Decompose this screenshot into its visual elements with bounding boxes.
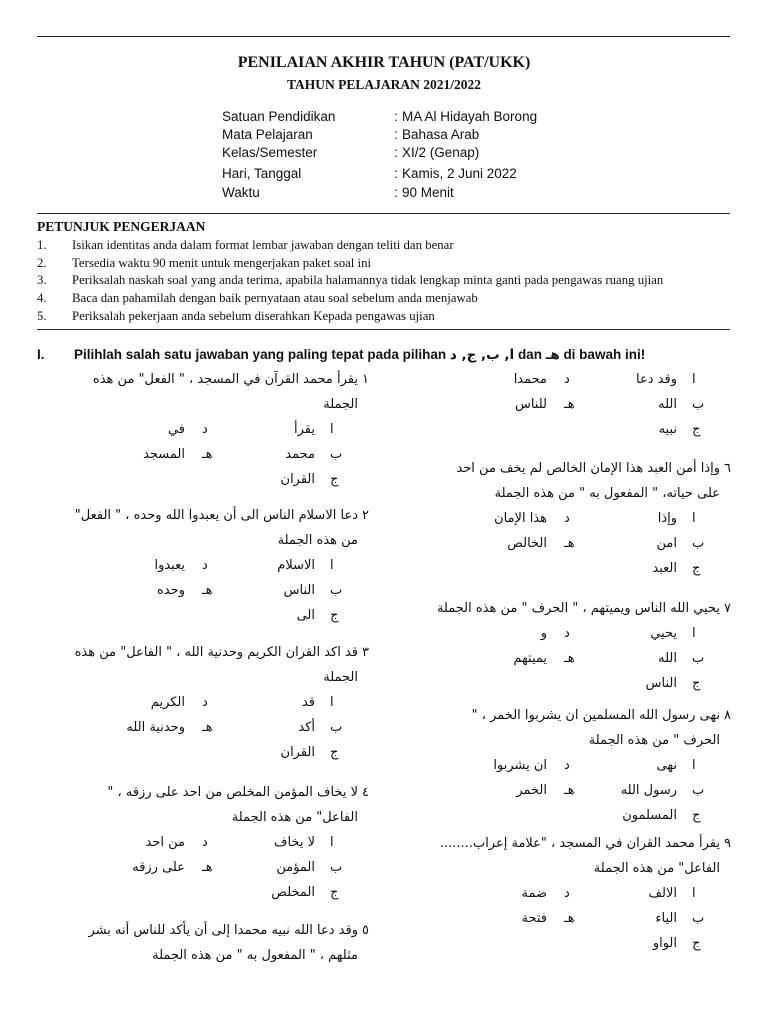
option-letter: ب — [692, 783, 705, 798]
info-colon: : — [394, 166, 398, 181]
option-text: المسلمون — [622, 808, 677, 823]
question-number: ٤ — [362, 785, 369, 800]
instruction-number: 5. — [37, 309, 47, 323]
question-number: ٢ — [362, 508, 369, 523]
exam-title: PENILAIAN AKHIR TAHUN (PAT/UKK) — [237, 54, 531, 71]
option-letter: ا — [330, 558, 334, 573]
option-letter: هـ — [564, 651, 575, 666]
info-value: Bahasa Arab — [402, 127, 480, 142]
instruction-text: Periksalah pekerjaan anda sebelum diserahkan Kepada pengawas ujian — [72, 309, 435, 323]
option-text: لا يخاف — [274, 835, 315, 850]
instruction-pre: Pilihlah salah satu jawaban yang paling tepat pada pilihan — [74, 347, 450, 362]
option-letter: ب — [330, 583, 343, 598]
instruction-number: 1. — [37, 238, 47, 252]
instruction-number: 4. — [37, 291, 47, 305]
question-text: الفاعل" من هذه الجملة — [231, 810, 358, 825]
option-letter: ب — [330, 447, 343, 462]
question-number: ٥ — [362, 923, 369, 938]
option-text: من احد — [145, 835, 185, 850]
option-text: يميتهم — [513, 651, 547, 666]
option-letter: ج — [330, 745, 339, 760]
info-row — [222, 109, 642, 128]
instruction-number: 2. — [37, 256, 47, 270]
option-letter: د — [564, 626, 570, 641]
option-text: وقد دعا — [636, 372, 677, 387]
info-row — [222, 166, 642, 185]
question-number: ١ — [362, 372, 369, 387]
option-text: الواو — [652, 936, 677, 951]
question-number: ٩ — [724, 836, 731, 851]
option-text: الخالص — [507, 536, 547, 551]
top-rule — [37, 36, 730, 37]
option-text: العبد — [652, 561, 677, 576]
option-letter: ب — [692, 911, 705, 926]
option-letter: د — [202, 835, 208, 850]
option-text: الله — [658, 397, 677, 412]
option-text: على رزقه — [132, 860, 185, 875]
option-letter: د — [202, 422, 208, 437]
info-label: Waktu — [222, 185, 260, 200]
question-text: من هذه الجملة — [277, 533, 358, 548]
option-letter: ا — [692, 511, 696, 526]
option-letter: ا — [692, 886, 696, 901]
option-text: في — [167, 422, 185, 437]
instruction-text: Periksalah naskah soal yang anda terima, apabila halamannya tidak lengkap minta ganti pada pengawas ruang ujian — [72, 273, 664, 287]
option-text: للناس — [514, 397, 547, 412]
info-value: Kamis, 2 Juni 2022 — [402, 166, 517, 181]
option-text: المؤمن — [276, 860, 315, 875]
option-text: المسجد — [143, 447, 185, 462]
option-text: امن — [656, 536, 677, 551]
question-text: يقرأ محمد القرآن في المسجد ، " الفعل" من هذه — [92, 372, 358, 387]
divider-rule — [37, 213, 730, 214]
info-label: Kelas/Semester — [222, 145, 318, 160]
option-text: الناس — [645, 676, 677, 691]
option-letter: ا — [330, 835, 334, 850]
instruction-text: Baca dan pahamilah dengan baik pernyataan atau soal sebelum anda menjawab — [72, 291, 478, 305]
option-text: و — [540, 626, 547, 641]
option-text: نهى — [656, 758, 677, 773]
option-text: هذا الإمان — [494, 511, 547, 526]
option-letter: هـ — [564, 397, 575, 412]
info-row — [222, 145, 642, 164]
info-label: Hari, Tanggal — [222, 166, 302, 181]
option-text: القران — [280, 745, 315, 760]
option-letter: د — [202, 695, 208, 710]
question-text: يقرأ محمد القران في المسجد ، "علامة إعراب........ — [439, 836, 720, 851]
option-letter: ا — [692, 372, 696, 387]
option-text: الالف — [648, 886, 677, 901]
option-letter: ا — [330, 422, 334, 437]
option-text: وحده — [157, 583, 185, 598]
option-text: قد — [301, 695, 315, 710]
info-value: XI/2 (Genap) — [402, 145, 480, 160]
option-letter: د — [564, 758, 570, 773]
instruction-mid: dan — [514, 347, 546, 362]
question-text: الجملة — [323, 397, 358, 412]
section-instruction-text — [74, 347, 645, 363]
option-text: الكريم — [150, 695, 185, 710]
option-letter: هـ — [564, 911, 575, 926]
option-letter: ب — [692, 651, 705, 666]
info-value: 90 Menit — [402, 185, 454, 200]
option-letter: ج — [330, 608, 339, 623]
option-letter: هـ — [202, 447, 213, 462]
question-text: الفاعل" من هذه الجملة — [593, 861, 720, 876]
option-text: نبيه — [658, 422, 677, 437]
instruction-item — [37, 273, 737, 291]
option-letter: هـ — [202, 583, 213, 598]
option-letter: د — [564, 372, 570, 387]
instruction-item — [37, 309, 737, 327]
info-colon: : — [394, 109, 398, 124]
info-label: Satuan Pendidikan — [222, 109, 336, 124]
option-text: الله — [658, 651, 677, 666]
question-text: مثلهم ، " المفعول به " من هذه الجملة — [152, 948, 358, 963]
option-text: ضمة — [521, 886, 547, 901]
option-text: وحدنية الله — [126, 720, 185, 735]
option-text: المخلص — [271, 885, 315, 900]
option-text: الخمر — [516, 783, 547, 798]
option-text: ان يشربوا — [493, 758, 547, 773]
option-text: الى — [296, 608, 315, 623]
instruction-item — [37, 238, 737, 256]
info-row — [222, 127, 642, 146]
question-text: يحيي الله الناس ويميتهم ، " الحرف " من هذه الجملة — [436, 601, 720, 616]
option-letter: ا — [330, 695, 334, 710]
question-text: قد اكد القران الكريم وحدنية الله ، " الفاعل" من هذه — [74, 645, 358, 660]
question-text: الحرف " من هذه الجملة — [588, 733, 720, 748]
option-text: أكد — [298, 720, 315, 735]
info-colon: : — [394, 185, 398, 200]
instruction-number: 3. — [37, 273, 47, 287]
option-letter: ج — [692, 561, 701, 576]
option-letter: ب — [692, 397, 705, 412]
question-text: نهى رسول الله المسلمين ان يشربوا الخمر ، " — [471, 708, 720, 723]
option-letter: ب — [330, 860, 343, 875]
question-text: على حياته، " المفعول به " من هذه الجملة — [494, 486, 720, 501]
instruction-text: Tersedia waktu 90 menit untuk mengerjakan paket soal ini — [72, 256, 372, 270]
option-text: فتحة — [521, 911, 547, 926]
option-letter: ا — [692, 758, 696, 773]
info-colon: : — [394, 127, 398, 142]
info-row — [222, 185, 642, 204]
option-letter: هـ — [564, 783, 575, 798]
option-text: الاسلام — [277, 558, 315, 573]
option-letter: ج — [692, 422, 701, 437]
option-letter: ج — [330, 472, 339, 487]
option-text: يقرأ — [294, 422, 315, 437]
option-text: الناس — [283, 583, 315, 598]
section-instruction — [37, 347, 737, 367]
option-letter: ب — [692, 536, 705, 551]
instruction-post: di bawah ini! — [559, 347, 646, 362]
question-number: ٦ — [724, 461, 731, 476]
option-text: وإذا — [657, 511, 677, 526]
option-letter: د — [564, 511, 570, 526]
option-letter: د — [564, 886, 570, 901]
option-letter: هـ — [202, 860, 213, 875]
info-label: Mata Pelajaran — [222, 127, 313, 142]
exam-subtitle: TAHUN PELAJARAN 2021/2022 — [286, 77, 481, 92]
option-letter: ب — [330, 720, 343, 735]
option-text: رسول الله — [620, 783, 677, 798]
question-text: وقد دعا الله نبيه محمدا إلى أن يأكد للناس أنه بشر — [88, 923, 358, 938]
question-text: الجملة — [323, 670, 358, 685]
question-text: دعا الاسلام الناس الى أن يعبدوا الله وحده ، " الفعل" — [74, 508, 358, 523]
option-letter: ا — [692, 626, 696, 641]
divider-rule — [37, 329, 730, 330]
question-number: ٣ — [362, 645, 369, 660]
instructions-heading: PETUNJUK PENGERJAAN — [37, 219, 206, 234]
option-letter: ج — [330, 885, 339, 900]
option-text: الياء — [655, 911, 677, 926]
option-letter: هـ — [202, 720, 213, 735]
option-letter: ج — [692, 676, 701, 691]
question-text: لا يخاف المؤمن المخلص من احد على رزقه ، " — [107, 785, 358, 800]
option-letter: ج — [692, 808, 701, 823]
instruction-item — [37, 256, 737, 274]
option-text: محمدا — [513, 372, 547, 387]
option-text: محمد — [285, 447, 315, 462]
option-letter: د — [202, 558, 208, 573]
question-number: ٨ — [724, 708, 731, 723]
option-letter: هـ — [564, 536, 575, 551]
section-number: I. — [37, 347, 45, 362]
question-text: وإذا أمن العبد هذا الإمان الخالص لم يخف من احد — [456, 461, 720, 476]
info-colon: : — [394, 145, 398, 160]
choice-letter-last: هـ — [545, 347, 560, 363]
question-number: ٧ — [724, 601, 731, 616]
choice-letters: ا, ب, ج, د — [449, 347, 515, 363]
instruction-item — [37, 291, 737, 309]
option-text: يحيي — [650, 626, 677, 641]
info-value: MA Al Hidayah Borong — [402, 109, 538, 124]
option-text: يعبدوا — [154, 558, 185, 573]
option-text: القران — [280, 472, 315, 487]
instruction-text: Isikan identitas anda dalam format lembar jawaban dengan teliti dan benar — [72, 238, 454, 252]
option-letter: ج — [692, 936, 701, 951]
